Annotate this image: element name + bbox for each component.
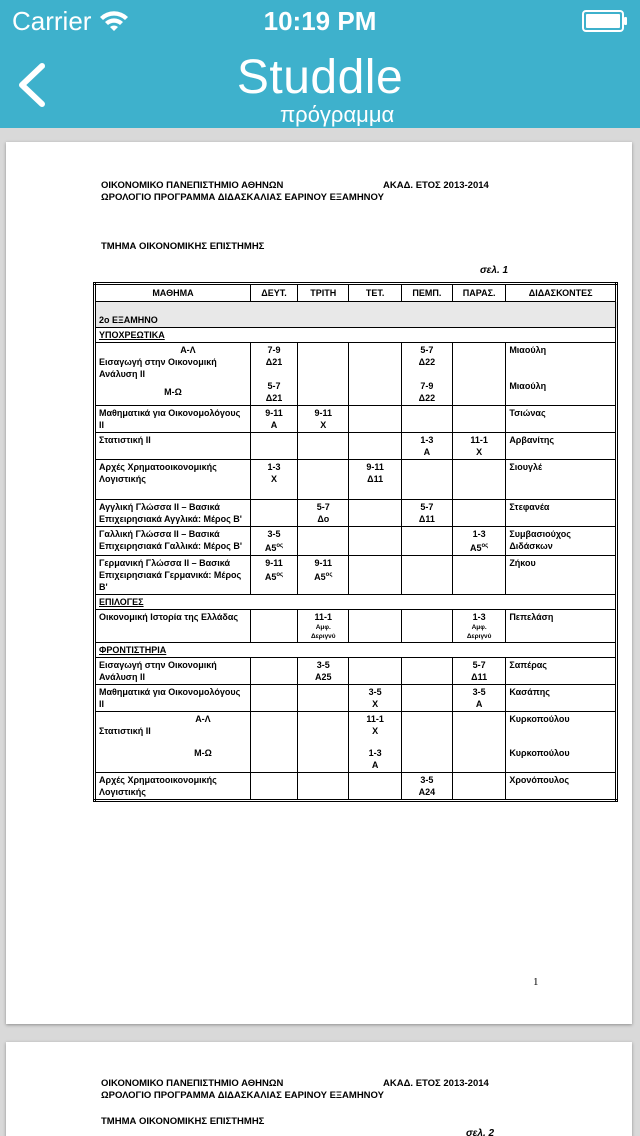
table-row [95, 685, 617, 712]
teacher-name: Μιαούλη [509, 345, 547, 355]
slot-cell [250, 527, 297, 556]
slot-room: Αμφ. [471, 624, 487, 631]
slot-room: Χ [476, 447, 483, 457]
academic-year: ΑΚΑΔ. ΕΤΟΣ 2013-2014 [383, 1078, 489, 1089]
table-row [95, 556, 617, 595]
section-label: ΥΠΟΧΡΕΩΤΙΚΑ [95, 328, 617, 343]
slot-cell [349, 500, 401, 527]
battery-icon [582, 10, 628, 32]
slot-room: Δ11 [367, 474, 384, 484]
slot-cell [401, 500, 452, 527]
table-row [95, 343, 617, 406]
slot-cell [401, 433, 452, 460]
section-row [95, 643, 617, 658]
slot-cell [349, 712, 401, 773]
page-label: σελ. 2 [466, 1128, 495, 1136]
pdf-page-1[interactable] [6, 142, 632, 1024]
section-label: ΦΡΟΝΤΙΣΤΗΡΙΑ [95, 643, 617, 658]
slot-time: 5-7 [316, 502, 330, 512]
teacher-cell: Συμβασιούχος Διδάσκων [506, 527, 617, 556]
table-row [95, 433, 617, 460]
table-row [95, 500, 617, 527]
slot-cell [298, 433, 349, 460]
slot-room: Α5 [470, 543, 482, 553]
slot-room: Α [270, 420, 278, 430]
slot-cell [401, 556, 452, 595]
slot-time: 3-5 [420, 775, 434, 785]
slot-time: 3-5 [472, 687, 486, 697]
section-row [95, 328, 617, 343]
slot-room: Α [423, 447, 431, 457]
slot-cell [250, 460, 297, 500]
table-row [95, 610, 617, 643]
slot-room: Χ [372, 726, 379, 736]
teacher-name: Κυρκοπούλου [509, 748, 570, 758]
slot-cell [401, 406, 452, 433]
slot-time: 9-11 [314, 408, 333, 418]
pdf-page-2[interactable] [6, 1042, 632, 1136]
teacher-name: Μιαούλη [509, 381, 547, 391]
course-cell [95, 712, 251, 773]
slot-cell [401, 460, 452, 500]
slot-cell [349, 658, 401, 685]
slot-time: 9-11 [314, 558, 333, 568]
slot-time: 9-11 [265, 558, 283, 568]
group-label: Μ-Ω [194, 748, 212, 758]
teacher-cell: Ζήκου [506, 556, 617, 595]
slot-cell [453, 610, 506, 643]
status-time: 10:19 PM [263, 6, 377, 36]
slot-time: 5-7 [420, 345, 434, 355]
col-header: ΠΑΡΑΣ. [453, 284, 506, 302]
course-cell: Γαλλική Γλώσσα ΙΙ – Βασικά Επιχειρησιακά Γαλλικά: Μέρος Β' [95, 527, 251, 556]
slot-cell [298, 527, 349, 556]
schedule-table [93, 282, 618, 802]
slot-room: Δο [317, 514, 330, 524]
table-row [95, 406, 617, 433]
slot-time: 5-7 [267, 381, 281, 391]
teacher-cell: Σιουγλέ [506, 460, 617, 500]
slot-cell [401, 773, 452, 801]
slot-cell [298, 406, 349, 433]
course-cell: Εισαγωγή στην Οικονομική Ανάλυση ΙΙ [95, 658, 251, 685]
page-label: σελ. 1 [480, 265, 509, 276]
course-cell: Αρχές Χρηματοοικονομικής Λογιστικής [95, 460, 251, 500]
slot-room: Δ11 [471, 672, 488, 682]
slot-room: Α5 [264, 543, 277, 553]
university-name: ΟΙΚΟΝΟΜΙΚΟ ΠΑΝΕΠΙΣΤΗΜΙΟ ΑΘΗΝΩΝ [101, 1078, 284, 1089]
slot-room: Α24 [418, 787, 436, 797]
slot-cell [349, 685, 401, 712]
slot-cell [250, 556, 297, 595]
ordinal-suffix: ος [481, 543, 489, 549]
slot-time: 3-5 [368, 687, 382, 697]
slot-room: Δ21 [265, 357, 283, 367]
slot-cell [453, 658, 506, 685]
teacher-cell: Αρβανίτης [506, 433, 617, 460]
slot-room: Δ22 [418, 393, 436, 403]
slot-time: 11-1 [470, 435, 488, 445]
slot-cell [453, 712, 506, 773]
slot-cell [349, 460, 401, 500]
slot-room: Δ21 [265, 393, 283, 403]
slot-cell [349, 773, 401, 801]
slot-cell [250, 610, 297, 643]
slot-time: 11-1 [366, 714, 384, 724]
slot-time: 9-11 [265, 408, 283, 418]
slot-cell [401, 610, 452, 643]
slot-room: Δεριγνύ [466, 633, 492, 640]
slot-time: 1-3 [267, 462, 281, 472]
semester-label: 2ο ΕΞΑΜΗΝΟ [95, 302, 617, 328]
teacher-cell: Σαπέρας [506, 658, 617, 685]
col-header: ΜΑΘΗΜΑ [95, 284, 251, 302]
slot-cell [298, 500, 349, 527]
group-label: Μ-Ω [164, 387, 182, 397]
ordinal-suffix: ος [276, 572, 284, 578]
slot-time: 3-5 [316, 660, 330, 670]
schedule-title: ΩΡΟΛΟΓΙΟ ΠΡΟΓΡΑΜΜΑ ΔΙΔΑΣΚΑΛΙΑΣ ΕΑΡΙΝΟΥ ΕΞΑΜΗΝΟΥ [101, 192, 384, 203]
slot-time: 1-3 [420, 435, 434, 445]
slot-cell [401, 658, 452, 685]
slot-cell [349, 610, 401, 643]
slot-room: Δ11 [418, 514, 435, 524]
teacher-cell: Τσιώνας [506, 406, 617, 433]
slot-time: 9-11 [366, 462, 384, 472]
slot-time: 5-7 [472, 660, 486, 670]
course-cell: Γερμανική Γλώσσα ΙΙ – Βασικά Επιχειρησιακά Γερμανικά: Μέρος Β' [95, 556, 251, 595]
slot-room: Δεριγνύ [310, 633, 336, 640]
table-row [95, 712, 617, 773]
slot-cell [298, 343, 349, 406]
slot-cell [250, 343, 297, 406]
slot-cell [298, 712, 349, 773]
slot-cell [298, 556, 349, 595]
table-row [95, 773, 617, 801]
slot-cell [298, 773, 349, 801]
table-row [95, 527, 617, 556]
teacher-cell [506, 343, 617, 406]
slot-cell [298, 658, 349, 685]
col-header: ΔΙΔΑΣΚΟΝΤΕΣ [506, 284, 617, 302]
slot-cell [453, 685, 506, 712]
col-header: ΤΡΙΤΗ [298, 284, 349, 302]
slot-room: Α [371, 760, 379, 770]
col-header: ΠΕΜΠ. [401, 284, 452, 302]
semester-row [95, 302, 617, 328]
slot-cell [453, 406, 506, 433]
course-cell [95, 343, 251, 406]
slot-time: 7-9 [420, 381, 434, 391]
course-name: Εισαγωγή στην Οικονομική Ανάλυση ΙΙ [99, 357, 217, 379]
teacher-cell: Χρονόπουλος [506, 773, 617, 801]
course-cell: Στατιστική ΙΙ [95, 433, 251, 460]
slot-cell [453, 500, 506, 527]
slot-cell [298, 610, 349, 643]
teacher-name: Κυρκοπούλου [509, 714, 570, 724]
slot-cell [453, 460, 506, 500]
group-label: Α-Λ [180, 345, 196, 355]
department-name: ΤΜΗΜΑ ΟΙΚΟΝΟΜΙΚΗΣ ΕΠΙΣΤΗΜΗΣ [101, 1116, 265, 1127]
slot-time: 7-9 [267, 345, 281, 355]
slot-cell [250, 712, 297, 773]
academic-year: ΑΚΑΔ. ΕΤΟΣ 2013-2014 [383, 180, 489, 191]
slot-cell [401, 343, 452, 406]
course-cell: Οικονομική Ιστορία της Ελλάδας [95, 610, 251, 643]
status-bar [0, 0, 640, 40]
slot-cell [250, 406, 297, 433]
slot-cell [453, 343, 506, 406]
group-label: Α-Λ [195, 714, 211, 724]
teacher-cell: Στεφανέα [506, 500, 617, 527]
navigation-bar [0, 0, 640, 128]
slot-cell [250, 658, 297, 685]
slot-cell [349, 527, 401, 556]
slot-cell [349, 433, 401, 460]
slot-cell [453, 556, 506, 595]
university-name: ΟΙΚΟΝΟΜΙΚΟ ΠΑΝΕΠΙΣΤΗΜΙΟ ΑΘΗΝΩΝ [101, 180, 284, 191]
slot-cell [453, 773, 506, 801]
slot-room: Α [475, 699, 483, 709]
course-cell: Μαθηματικά για Οικονομολόγους ΙΙ [95, 406, 251, 433]
col-header: ΤΕΤ. [349, 284, 401, 302]
slot-room: Χ [372, 699, 379, 709]
schedule-title: ΩΡΟΛΟΓΙΟ ΠΡΟΓΡΑΜΜΑ ΔΙΔΑΣΚΑΛΙΑΣ ΕΑΡΙΝΟΥ ΕΞΑΜΗΝΟΥ [101, 1090, 384, 1101]
slot-cell [250, 500, 297, 527]
department-name: ΤΜΗΜΑ ΟΙΚΟΝΟΜΙΚΗΣ ΕΠΙΣΤΗΜΗΣ [101, 241, 265, 252]
slot-room: Χ [271, 474, 278, 484]
slot-cell [401, 712, 452, 773]
slot-time: 11-1 [314, 612, 333, 622]
col-header: ΔΕΥΤ. [250, 284, 297, 302]
section-label: ΕΠΙΛΟΓΕΣ [95, 595, 617, 610]
slot-time: 1-3 [472, 612, 486, 622]
slot-room: Α5 [264, 572, 277, 582]
slot-room: Αμφ. [315, 624, 331, 631]
ordinal-suffix: ος [325, 572, 333, 578]
slot-time: 1-3 [368, 748, 382, 758]
slot-cell [250, 773, 297, 801]
slot-room: Δ22 [418, 357, 436, 367]
course-name: Στατιστική ΙΙ [99, 726, 151, 736]
section-row [95, 595, 617, 610]
table-row [95, 460, 617, 500]
page-footer-number: 1 [533, 976, 539, 988]
app-title: Studdle [236, 51, 404, 104]
slot-cell [298, 460, 349, 500]
ordinal-suffix: ος [276, 543, 284, 549]
slot-room: Α5 [314, 572, 326, 582]
slot-cell [349, 556, 401, 595]
teacher-cell: Πεπελάση [506, 610, 617, 643]
slot-time: 1-3 [472, 529, 486, 539]
course-cell: Αρχές Χρηματοοικονομικής Λογιστικής [95, 773, 251, 801]
slot-cell [401, 527, 452, 556]
slot-cell [349, 343, 401, 406]
slot-cell [453, 527, 506, 556]
slot-cell [349, 406, 401, 433]
slot-room: Α25 [315, 672, 332, 682]
teacher-cell: Κασάπης [506, 685, 617, 712]
course-cell: Μαθηματικά για Οικονομολόγους ΙΙ [95, 685, 251, 712]
slot-cell [250, 685, 297, 712]
slot-cell [401, 685, 452, 712]
carrier-label: Carrier [12, 6, 92, 36]
table-header-row [95, 284, 617, 302]
course-cell: Αγγλική Γλώσσα ΙΙ – Βασικά Επιχειρησιακά Αγγλικά: Μέρος Β' [95, 500, 251, 527]
teacher-cell [506, 712, 617, 773]
app-subtitle: πρόγραμμα [280, 102, 395, 127]
slot-time: 5-7 [420, 502, 434, 512]
slot-time: 3-5 [267, 529, 281, 539]
table-row [95, 658, 617, 685]
slot-cell [250, 433, 297, 460]
slot-room: Χ [320, 420, 327, 430]
slot-cell [453, 433, 506, 460]
slot-cell [298, 685, 349, 712]
